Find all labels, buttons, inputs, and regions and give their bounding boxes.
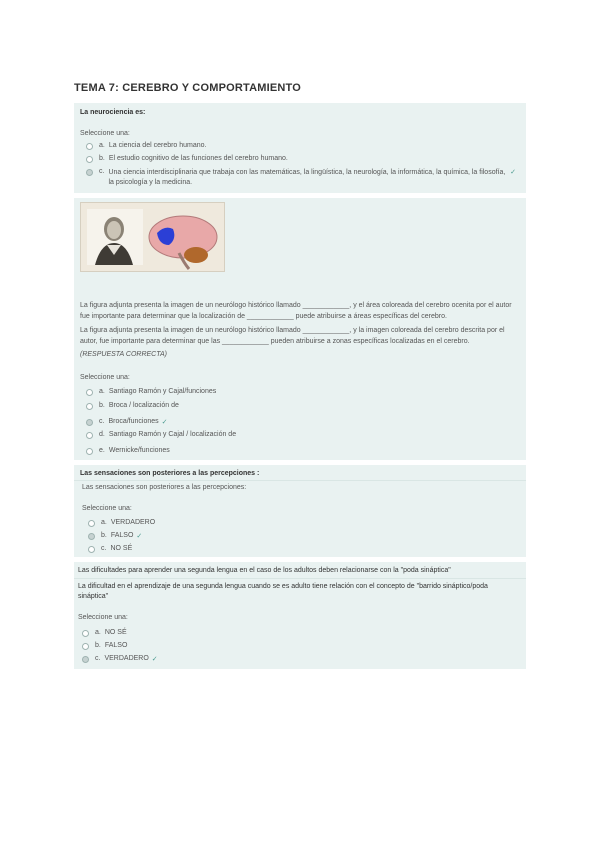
option-c[interactable]: c. VERDADERO ✓ [82,655,158,663]
page-title: TEMA 7: CEREBRO Y COMPORTAMIENTO [74,82,302,94]
option-c[interactable]: c. Broca/funciones ✓ [86,418,168,426]
radio-button[interactable] [88,546,95,553]
check-icon: ✓ [136,533,143,540]
option-b[interactable]: b. Broca / localización de [86,402,179,410]
answer-note: (RESPUESTA CORRECTA) [80,351,167,358]
radio-button[interactable] [86,432,93,439]
choose-label: Seleccione una: [78,614,128,621]
check-icon: ✓ [161,419,168,426]
radio-button[interactable] [86,169,93,176]
question-card-2 [74,198,526,460]
check-icon: ✓ [151,656,158,663]
question-subtitle: La dificultad en el aprendizaje de una segunda lengua cuando se es adulto tiene relación con el concepto de "barrido sináptico/poda sináptica" [78,583,488,600]
option-c[interactable]: c. NO SÉ [88,545,132,553]
question-card-1 [74,103,526,193]
option-b[interactable]: b. FALSO [82,642,127,650]
check-icon: ✓ [510,169,516,176]
question-title: Las sensaciones son posteriores a las percepciones : [80,470,260,477]
option-a[interactable]: a. La ciencia del cerebro humano. [86,142,207,150]
question-paragraph-2: La figura adjunta presenta la imagen de un neurólogo histórico llamado ____________, y la imagen coloreada del cerebro descrita por el autor, fue importante para determinar que las ____________ pueden atribuirse a zonas específicas localizadas en el cerebro. [80,327,505,345]
option-a[interactable]: a. NO SÉ [82,629,127,637]
question-image [80,202,225,272]
portrait-icon [87,209,143,265]
question-subtitle: Las sensaciones son posteriores a las percepciones: [82,484,247,491]
radio-button[interactable] [88,533,95,540]
question-card-3 [74,465,526,557]
radio-button[interactable] [86,419,93,426]
choose-label: Seleccione una: [80,130,130,137]
option-e[interactable]: e. Wernicke/funciones [86,447,170,455]
radio-button[interactable] [86,389,93,396]
question-card-4 [74,562,526,669]
radio-button[interactable] [82,643,89,650]
option-b[interactable]: b. El estudio cognitivo de las funciones del cerebro humano. [86,155,288,163]
radio-button[interactable] [86,156,93,163]
option-d[interactable]: d. Santiago Ramón y Cajal / localización de [86,431,236,439]
option-b[interactable]: b. FALSO ✓ [88,532,142,540]
question-paragraph-1: La figura adjunta presenta la imagen de un neurólogo histórico llamado ____________, y el área coloreada del cerebro ocenita por el autor fue importante para determinar que la localización de ____________ puede atribuirse a áreas específicas del cerebro. [80,302,512,320]
question-title: La neurociencia es: [80,109,146,116]
question-title: Las dificultades para aprender una segunda lengua en el caso de los adultos deben relacionarse con la "poda sináptica" [78,567,451,574]
radio-button[interactable] [86,448,93,455]
choose-label: Seleccione una: [80,374,130,381]
image-figure [81,203,224,271]
radio-button[interactable] [86,403,93,410]
radio-button[interactable] [86,143,93,150]
option-a[interactable]: a. Santiago Ramón y Cajal/funciones [86,388,216,396]
option-a[interactable]: a. VERDADERO [88,519,155,527]
option-c[interactable]: c. Una ciencia interdisciplinaria que trabaja con las matemáticas, la lingüística, la neurología, la informática, la química, la filosofía, la psicología y la medicina. ✓ [86,168,516,188]
choose-label: Seleccione una: [82,505,132,512]
radio-button[interactable] [88,520,95,527]
radio-button[interactable] [82,630,89,637]
radio-button[interactable] [82,656,89,663]
